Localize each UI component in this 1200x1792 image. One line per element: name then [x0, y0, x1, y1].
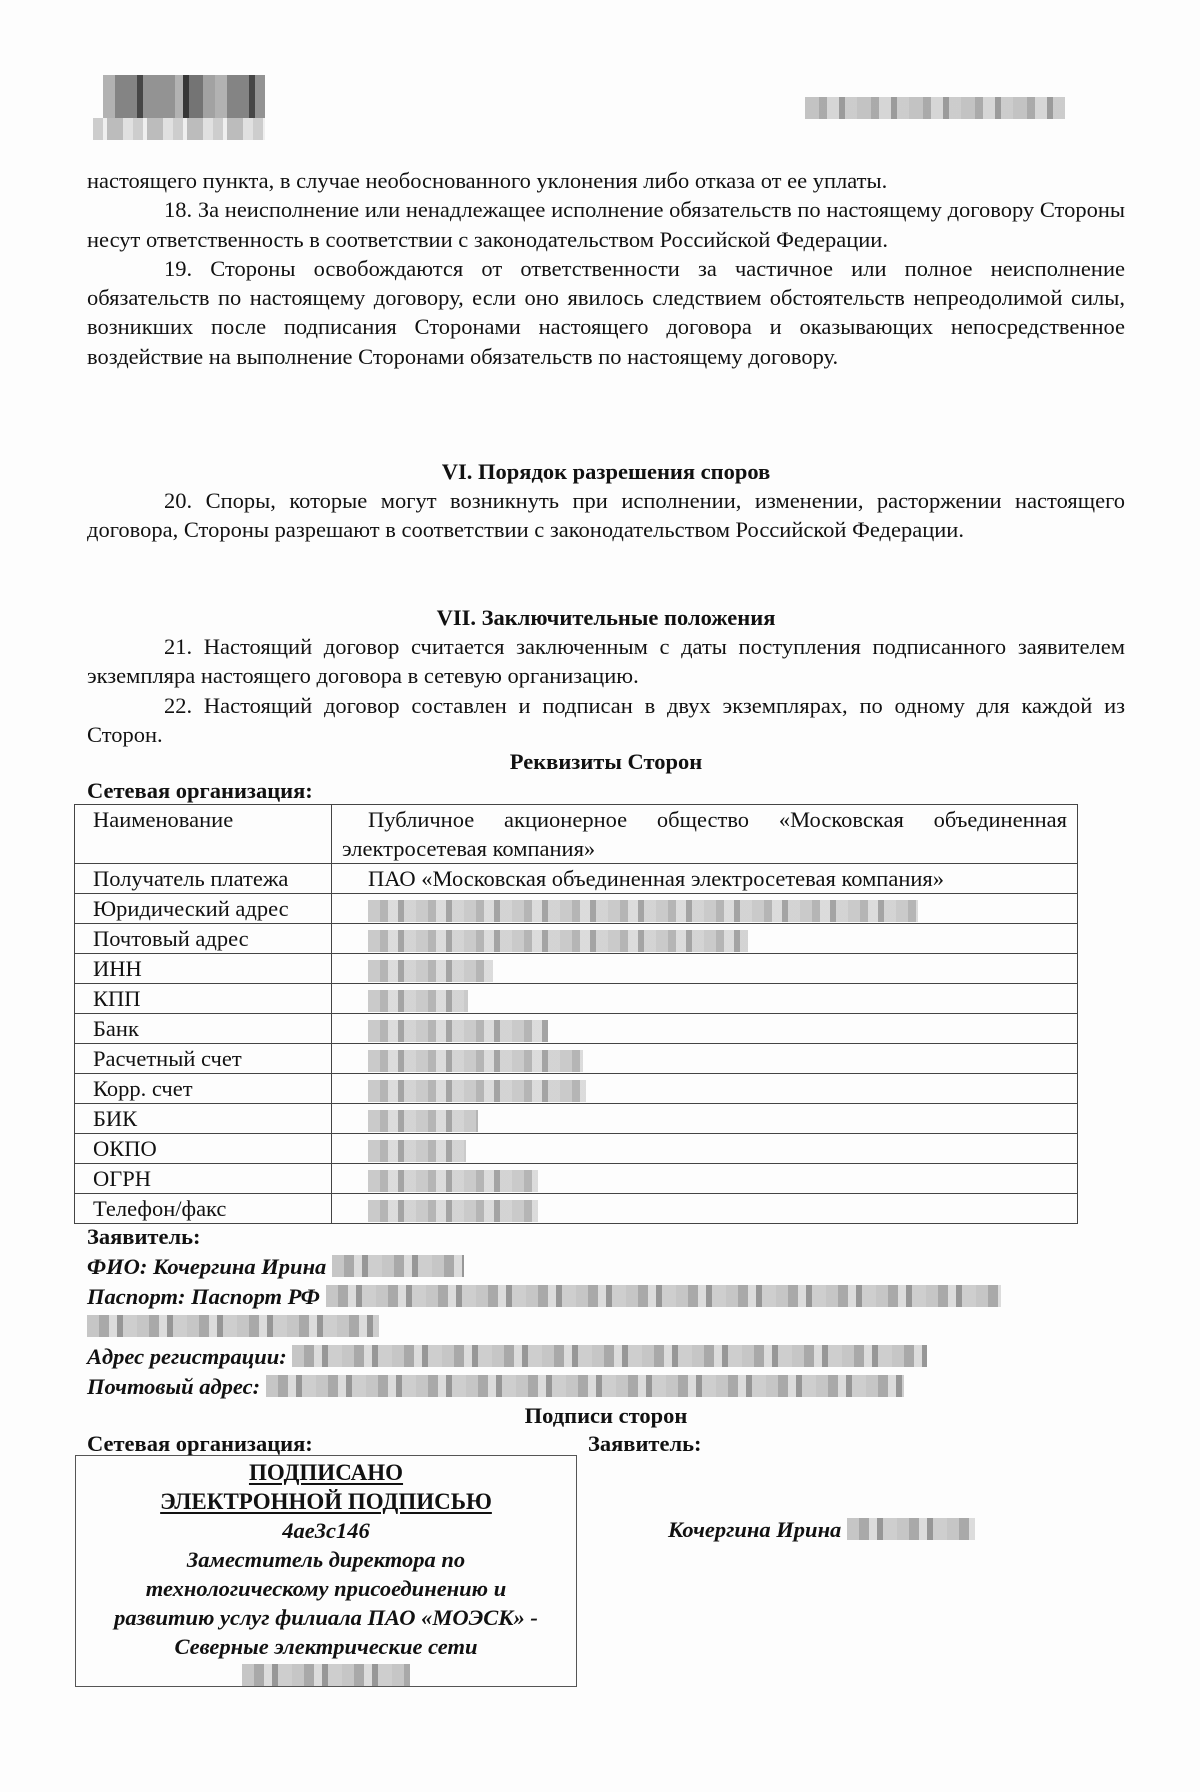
- redacted-value: [368, 1110, 478, 1132]
- document-reference-redacted: [805, 97, 1065, 119]
- redacted-postal-address: [266, 1375, 904, 1397]
- section-7-body: [87, 632, 1125, 749]
- section-6-heading: VI. Порядок разрешения споров: [441, 459, 771, 484]
- requisites-table: [74, 804, 1078, 1224]
- clause-20: 20. Споры, которые могут возникнуть при исполнении, изменении, расторжении настоящего договора, Стороны разрешают в соответствии с законодательством Российской Федерации.: [87, 488, 1125, 543]
- requisites-row: [75, 1104, 1078, 1134]
- requisites-value: [332, 1164, 1078, 1194]
- applicant-passport: [87, 1282, 1001, 1312]
- requisites-key: Наименование: [75, 805, 332, 864]
- clauses-liability: [87, 166, 1125, 371]
- redacted-value: [368, 1140, 466, 1162]
- requisites-row: [75, 924, 1078, 954]
- requisites-value: [332, 954, 1078, 984]
- applicant-reg-address-label: Адрес регистрации:: [87, 1344, 287, 1369]
- applicant-postal-address-label: Почтовый адрес:: [87, 1374, 261, 1399]
- signature-network-org-label: Сетевая организация:: [87, 1431, 313, 1456]
- applicant-fio: [87, 1252, 464, 1282]
- clause-21: 21. Настоящий договор считается заключенным с даты поступления подписанного заявителем экземпляра настоящего договора в сетевую организацию.: [87, 634, 1125, 689]
- applicant-fio-text: ФИО: Кочергина Ирина: [87, 1254, 327, 1279]
- redacted-value: [368, 1200, 538, 1222]
- applicant-passport-text: Паспорт: Паспорт РФ: [87, 1284, 320, 1309]
- applicant-passport-cont: [87, 1312, 379, 1342]
- requisites-row: [75, 1134, 1078, 1164]
- applicant-signature: [668, 1515, 975, 1544]
- requisites-value: [332, 1104, 1078, 1134]
- requisites-row: [75, 984, 1078, 1014]
- electronic-signature-stamp: [75, 1455, 577, 1687]
- stamp-position-2: технологическому присоединению и: [145, 1576, 507, 1601]
- applicant-postal-address: [87, 1372, 904, 1402]
- requisites-value: [332, 1074, 1078, 1104]
- section-7-heading: VII. Заключительные положения: [436, 605, 776, 630]
- applicant-label: Заявитель:: [87, 1224, 201, 1249]
- requisites-value: [332, 1194, 1078, 1224]
- stamp-position-3: развитию услуг филиала ПАО «МОЭСК» -: [114, 1605, 538, 1630]
- stamp-certificate-id: 4ae3c146: [282, 1518, 370, 1543]
- requisites-row: [75, 894, 1078, 924]
- redacted-value: [368, 900, 918, 922]
- requisites-row: [75, 805, 1078, 864]
- requisites-key: Юридический адрес: [75, 894, 332, 924]
- requisites-key: ОКПО: [75, 1134, 332, 1164]
- requisites-value: [332, 924, 1078, 954]
- redacted-patronymic: [332, 1255, 464, 1277]
- redacted-reg-address: [292, 1345, 927, 1367]
- requisites-value: Публичное акционерное общество «Московская объединенная электросетевая компания»: [332, 805, 1078, 864]
- requisites-key: Расчетный счет: [75, 1044, 332, 1074]
- requisites-value: ПАО «Московская объединенная электросетевая компания»: [332, 864, 1078, 894]
- redacted-value: [368, 1050, 583, 1072]
- redacted-value: [368, 930, 748, 952]
- requisites-key: ОГРН: [75, 1164, 332, 1194]
- redacted-value: [368, 1020, 548, 1042]
- requisites-value: [332, 894, 1078, 924]
- requisites-value: [332, 1134, 1078, 1164]
- stamp-signed-line1: ПОДПИСАНО: [248, 1460, 404, 1485]
- redacted-value: [368, 1170, 538, 1192]
- applicant-signature-name: Кочергина Ирина: [668, 1517, 842, 1542]
- signature-applicant-label: Заявитель:: [588, 1431, 702, 1456]
- requisites-row: [75, 1044, 1078, 1074]
- requisites-row: [75, 1014, 1078, 1044]
- redacted-passport-data-cont: [87, 1315, 379, 1337]
- requisites-row: [75, 954, 1078, 984]
- company-logo-redacted: [103, 75, 265, 140]
- requisites-key: Банк: [75, 1014, 332, 1044]
- stamp-position-4: Северные электрические сети: [174, 1634, 478, 1659]
- requisites-key: Получатель платежа: [75, 864, 332, 894]
- requisites-key: Телефон/факс: [75, 1194, 332, 1224]
- redacted-applicant-patronymic: [847, 1518, 975, 1540]
- section-6-body: [87, 486, 1125, 545]
- signatures-heading: Подписи сторон: [524, 1403, 688, 1428]
- applicant-reg-address: [87, 1342, 927, 1372]
- stamp-position-1: Заместитель директора по: [186, 1547, 466, 1572]
- requisites-row: [75, 1164, 1078, 1194]
- redacted-value: [368, 960, 493, 982]
- clause-17-tail: настоящего пункта, в случае необоснованного уклонения либо отказа от ее уплаты.: [87, 168, 888, 193]
- requisites-value: [332, 984, 1078, 1014]
- redacted-passport-data: [326, 1285, 1001, 1307]
- redacted-value: [368, 990, 468, 1012]
- requisites-key: КПП: [75, 984, 332, 1014]
- requisites-value: [332, 1014, 1078, 1044]
- requisites-row: [75, 864, 1078, 894]
- redacted-signer-name: [242, 1664, 410, 1686]
- requisites-key: ИНН: [75, 954, 332, 984]
- stamp-signed-line2: ЭЛЕКТРОННОЙ ПОДПИСЬЮ: [160, 1489, 492, 1514]
- requisites-value: [332, 1044, 1078, 1074]
- requisites-key: Почтовый адрес: [75, 924, 332, 954]
- redacted-value: [368, 1080, 586, 1102]
- requisites-key: БИК: [75, 1104, 332, 1134]
- requisites-key: Корр. счет: [75, 1074, 332, 1104]
- requisites-row: [75, 1074, 1078, 1104]
- clause-22: 22. Настоящий договор составлен и подписан в двух экземплярах, по одному для каждой из Сторон.: [87, 692, 1125, 747]
- requisites-row: [75, 1194, 1078, 1224]
- network-org-label: Сетевая организация:: [87, 778, 313, 803]
- clause-19: 19. Стороны освобождаются от ответственности за частичное или полное неисполнение обязательств по настоящему договору, если оно явилось следствием обстоятельств непреодолимой силы, возникших после подписания Сторонами настоящего договора и оказывающих непосредственное воздействие на выполнение Сторонами обязательств по настоящему договору.: [87, 255, 1125, 369]
- requisites-heading: Реквизиты Сторон: [509, 749, 703, 774]
- clause-18: 18. За неисполнение или ненадлежащее исполнение обязательств по настоящему договору Стороны несут ответственность в соответствии с законодательством Российской Федерации.: [87, 197, 1125, 252]
